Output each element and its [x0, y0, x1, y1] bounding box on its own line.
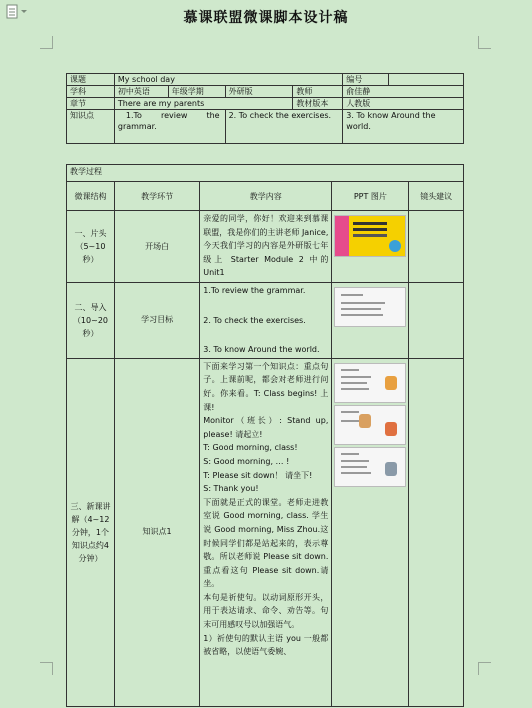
slide-thumbnail[interactable] [334, 447, 406, 487]
slide-thumbnail[interactable] [334, 363, 406, 403]
teacher-value: 俞佳静 [343, 86, 464, 98]
topic-value: My school day [114, 74, 342, 86]
step-link: 知识点1 [114, 358, 199, 706]
step-ppt [332, 358, 409, 706]
number-label: 编号 [343, 74, 389, 86]
step-link: 开场白 [114, 211, 199, 283]
page-corner-mark [40, 36, 53, 49]
subject-label: 学科 [67, 86, 115, 98]
step-content: 1.To review the grammar. 2. To check the exercises. 3. To know Around the world. [200, 283, 332, 359]
slide-thumbnail[interactable] [334, 287, 406, 327]
topic-label: 课题 [67, 74, 115, 86]
teaching-process-table [66, 164, 464, 707]
header-link: 教学环节 [114, 182, 199, 211]
course-info-table [66, 73, 464, 144]
teacher-label: 教师 [293, 86, 343, 98]
section-value: There are my parents [114, 98, 293, 110]
step-ppt [332, 211, 409, 283]
page-corner-mark [478, 36, 491, 49]
page-corner-mark [478, 662, 491, 675]
step-stage: 三、新课讲解（4~12分钟，1个知识点约4分钟） [67, 358, 115, 706]
slide-thumbnail[interactable] [334, 405, 406, 445]
step-content: 下面来学习第一个知识点：重点句子。上课前呢，都会对老师进行问好。你来看。T: Class begins! 上课! Monitor（班长）: Stand up, please! 请起立! T: Good morning, class! S: Good morning, … ! T: Please sit down！ 请坐下! S: Thank you! 下面就是正式的课堂。老师走进教室说 Good morning, class. 学生说 Good morning, Miss Zhou.这时候同学们都是站起来的，表示尊敬。所以老师说 Please sit down. 重点看这句 Please sit down.请坐。 本句是祈使句。以动词原形开头，用于表达请求、命令、劝告等。句末可用感叹号以加强语气。 1）祈使句的默认主语 you 一般都被省略，以使语气委婉、 [200, 358, 332, 706]
textbook-label: 教材版本 [293, 98, 343, 110]
step-shot [409, 211, 464, 283]
section-label: 章节 [67, 98, 115, 110]
knowledge-point-label: 知识点 [67, 110, 115, 144]
header-content: 教学内容 [200, 182, 332, 211]
textbook-value: 人教版 [343, 98, 464, 110]
step-shot [409, 283, 464, 359]
knowledge-point-2: 2. To check the exercises. [225, 110, 343, 144]
header-ppt: PPT 图片 [332, 182, 409, 211]
header-structure: 微课结构 [67, 182, 115, 211]
step-shot [409, 358, 464, 706]
step-stage: 一、片头（5~10秒） [67, 211, 115, 283]
number-value [389, 74, 464, 86]
page-corner-mark [40, 662, 53, 675]
header-shot: 镜头建议 [409, 182, 464, 211]
step-content: 亲爱的同学，你好！欢迎来到慕课联盟，我是你们的主讲老师 Janice,今天我们学习的内容是外研版七年级上 Starter Module 2 中的 Unit1 [200, 211, 332, 283]
grade-label: 年级学期 [168, 86, 225, 98]
knowledge-point-1: 1.To review the grammar. [114, 110, 225, 144]
step-link: 学习目标 [114, 283, 199, 359]
knowledge-point-3: 3. To know Around the world. [343, 110, 464, 144]
edition-value: 外研版 [225, 86, 293, 98]
document-title: 慕课联盟微课脚本设计稿 [183, 10, 349, 26]
step-ppt [332, 283, 409, 359]
step-stage: 二、导入（10~20秒） [67, 283, 115, 359]
slide-thumbnail[interactable] [334, 215, 406, 257]
subject-value: 初中英语 [114, 86, 168, 98]
process-title: 教学过程 [67, 165, 464, 182]
